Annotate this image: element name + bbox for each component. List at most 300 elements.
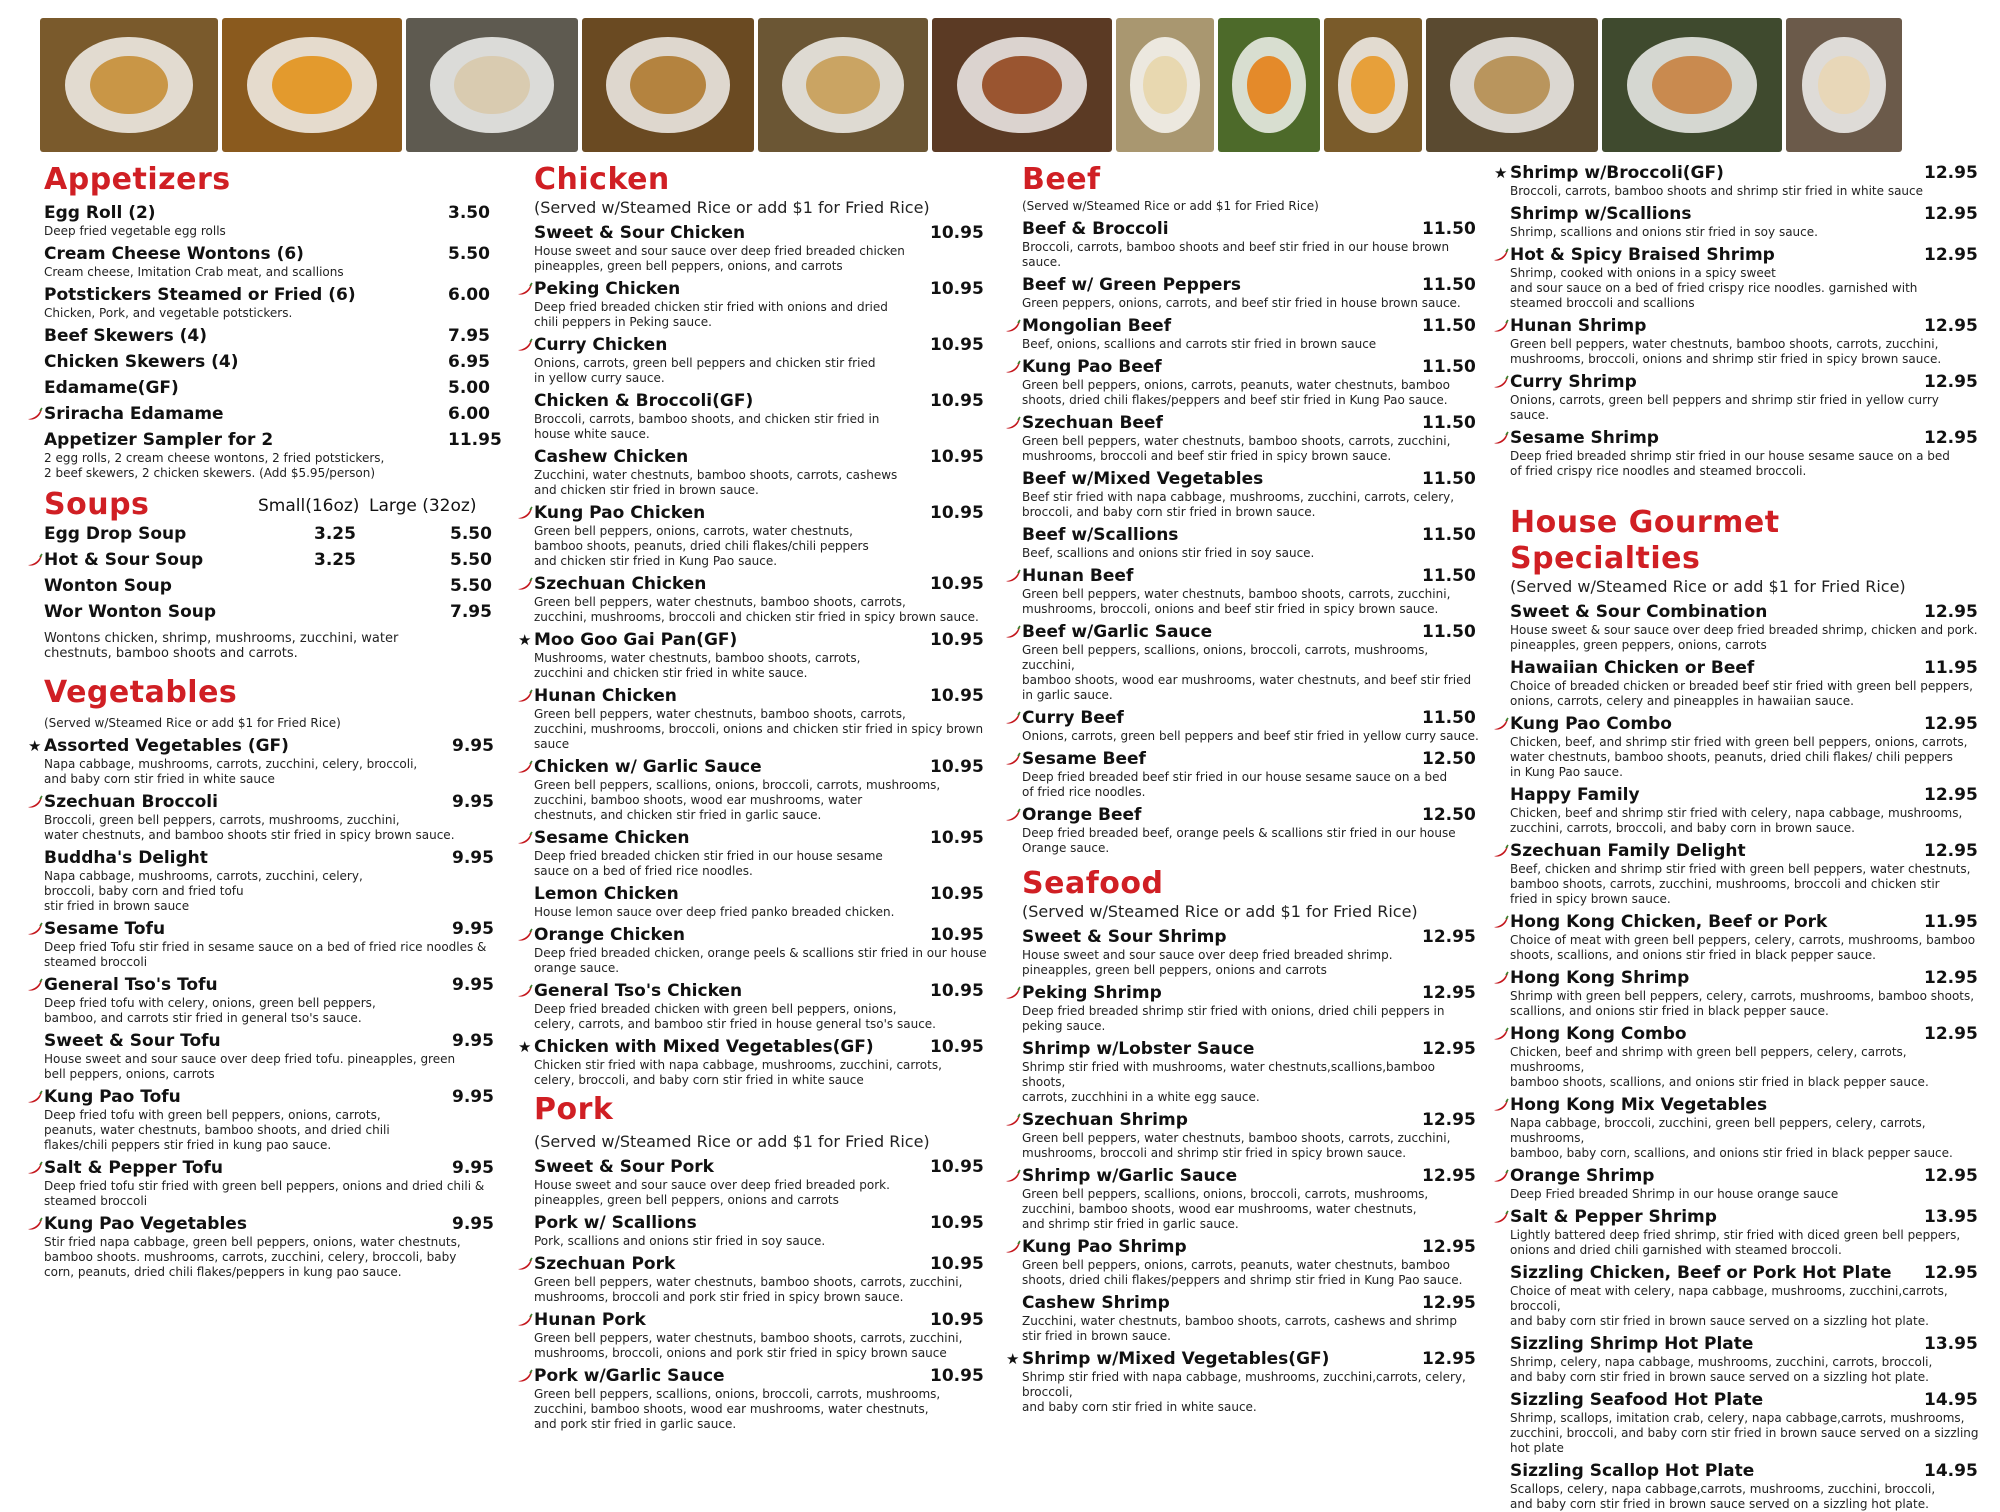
- menu-item-description: Napa cabbage, mushrooms, carrots, zucchini, celery, broccoli, baby corn and fried tofu stir fried in brown sauce: [44, 869, 363, 913]
- menu-item-description: Green bell peppers, water chestnuts, bamboo shoots, carrots, zucchini, mushrooms, broccoli and shrimp stir fried in spicy brown sauce.: [1022, 1131, 1451, 1160]
- menu-item-price: 12.95: [1924, 602, 1978, 622]
- menu-item-name: Szechuan Pork: [534, 1254, 676, 1274]
- menu-item: [1510, 1460, 1980, 1512]
- star-icon: ★: [1006, 1350, 1020, 1368]
- menu-item-row: [534, 278, 994, 300]
- menu-item-price: 11.95: [1924, 658, 1978, 678]
- menu-item: [534, 446, 994, 498]
- menu-item-row: [1022, 524, 1482, 546]
- menu-item-row: [1022, 218, 1482, 240]
- menu-item-price: 11.50: [1422, 413, 1476, 433]
- menu-item-description: Chicken, Pork, and vegetable potstickers.: [44, 306, 293, 320]
- menu-item: [1022, 565, 1482, 617]
- menu-item-row: [44, 325, 504, 347]
- menu-item-row: [1006, 1348, 1482, 1370]
- chili-pepper-icon: [1493, 248, 1509, 262]
- wonton-soup-photo: [406, 18, 578, 152]
- menu-item-price: 12.95: [1924, 316, 1978, 336]
- menu-item-price: 10.95: [930, 391, 984, 411]
- menu-item-price: 12.95: [1924, 428, 1978, 448]
- soups-heading: Soups: [44, 487, 150, 522]
- menu-item-price: 12.95: [1422, 983, 1476, 1003]
- chili-pepper-icon: [27, 922, 43, 936]
- appetizers-heading: Appetizers: [44, 162, 231, 197]
- menu-item-row: [1022, 1292, 1482, 1314]
- chili-pepper-icon: [517, 1257, 533, 1271]
- menu-item-description: Chicken stir fried with napa cabbage, mushrooms, zucchini, carrots, celery, broccoli, and baby corn stir fried in white sauce: [534, 1058, 942, 1087]
- menu-item-name: Mongolian Beef: [1022, 316, 1172, 336]
- menu-item-description: Choice of meat with celery, napa cabbage, mushrooms, zucchini,carrots, broccoli, and baby corn stir fried in brown sauce served on a sizzling hot plate.: [1510, 1284, 1948, 1328]
- menu-item-price: 12.95: [1422, 1166, 1476, 1186]
- menu-item: [44, 1213, 504, 1280]
- menu-item: [1510, 967, 1980, 1019]
- menu-item-row: [1510, 1023, 1980, 1045]
- menu-item-description: Napa cabbage, mushrooms, carrots, zucchini, celery, broccoli, and baby corn stir fried in white sauce: [44, 757, 418, 786]
- menu-item-price: 9.95: [452, 1087, 494, 1107]
- menu-item: [44, 1086, 504, 1153]
- menu-item-price: 10.95: [930, 1037, 984, 1057]
- menu-item-row: [534, 924, 994, 946]
- menu-item-price: 10.95: [930, 1366, 984, 1386]
- menu-item-price: 12.95: [1422, 1110, 1476, 1130]
- menu-item: [1022, 1292, 1482, 1344]
- food-shape: [630, 56, 706, 115]
- menu-item-row: [1510, 371, 1980, 393]
- menu-item: [1022, 468, 1482, 520]
- menu-item-row: [534, 1156, 994, 1178]
- menu-item-name: Chicken & Broccoli(GF): [534, 391, 754, 411]
- menu-item-name: Buddha's Delight: [44, 848, 208, 868]
- menu-item: [44, 1030, 504, 1082]
- chili-pepper-icon: [27, 407, 43, 421]
- column-2: [518, 162, 994, 1432]
- menu-item-name: Hunan Pork: [534, 1310, 646, 1330]
- menu-item: [1510, 840, 1980, 907]
- menu-item-name: Hawaiian Chicken or Beef: [1510, 658, 1755, 678]
- menu-item-price: 9.95: [452, 975, 494, 995]
- chili-pepper-icon: [27, 1090, 43, 1104]
- menu-item-row: [1022, 1038, 1482, 1060]
- menu-item-name: Happy Family: [1510, 785, 1640, 805]
- menu-item-description: Green bell peppers, water chestnuts, bamboo shoots, carrots, zucchini, mushrooms, broccoli, onions and shrimp stir fried in spicy brown sauce.: [1510, 337, 1942, 366]
- menu-item-name: Peking Chicken: [534, 279, 681, 299]
- menu-item-description: House sweet and sour sauce over deep fried breaded shrimp. pineapples, green bell peppers, onions and carrots: [1022, 948, 1393, 977]
- menu-item-description: Shrimp stir fried with napa cabbage, mushrooms, zucchini,carrots, celery, broccoli, and baby corn stir fried in white sauce.: [1022, 1370, 1466, 1414]
- menu-item-description: Deep fried breaded chicken stir fried in our house sesame sauce on a bed of fried rice noodles.: [534, 849, 883, 878]
- menu-item-description: Deep fried breaded shrimp stir fried in our house sesame sauce on a bed of fried crispy rice noodles and steamed broccoli.: [1510, 449, 1950, 478]
- menu-item-name: Szechuan Chicken: [534, 574, 707, 594]
- chili-pepper-icon: [1005, 986, 1021, 1000]
- menu-item-name: Sriracha Edamame: [44, 404, 224, 424]
- star-icon: ★: [518, 631, 532, 649]
- menu-item-description: Green bell peppers, onions, carrots, water chestnuts, bamboo shoots, peanuts, dried chili flakes/chili peppers and chicken stir fried in Kung Pao sauce.: [534, 524, 869, 568]
- menu-item-description: Green bell peppers, water chestnuts, bamboo shoots, carrots, zucchini, mushrooms, broccoli, onions and pork stir fried in spicy brown sauce: [534, 1331, 963, 1360]
- menu-item-row: [1510, 713, 1980, 735]
- soup-large-price: 5.50: [450, 576, 492, 596]
- menu-item-description: House sweet and sour sauce over deep fried tofu. pineapples, green bell peppers, onions, carrots: [44, 1052, 456, 1081]
- menu-item: [1022, 707, 1482, 744]
- menu-item-row: [1510, 1389, 1980, 1411]
- star-icon: ★: [518, 1038, 532, 1056]
- soup-large-price: 5.50: [450, 524, 492, 544]
- house-specialties-heading: House Gourmet Specialties: [1510, 505, 1780, 576]
- vegetables-heading: Vegetables: [44, 675, 238, 710]
- menu-item-row: [1022, 315, 1482, 337]
- menu-item-row: [534, 573, 994, 595]
- menu-item: [44, 847, 504, 914]
- menu-item-description: Green bell peppers, onions, carrots, peanuts, water chestnuts, bamboo shoots, dried chili flakes/peppers and beef stir fried in Kung Pao sauce.: [1022, 378, 1450, 407]
- chili-pepper-icon: [1493, 1027, 1509, 1041]
- soup-name: Hot & Sour Soup: [44, 550, 204, 570]
- chow-mein-photo: [758, 18, 928, 152]
- menu-item-description: Shrimp, scallops, imitation crab, celery, napa cabbage,carrots, mushrooms, zucchini, broccoli, and baby corn stir fried in brown sauce served on a sizzling hot plate: [1510, 1411, 1979, 1455]
- menu-item-row: [534, 1212, 994, 1234]
- menu-item-row: [1510, 315, 1980, 337]
- chili-pepper-icon: [517, 831, 533, 845]
- menu-item-row: [44, 791, 504, 813]
- menu-item-description: Shrimp, cooked with onions in a spicy sweet and sour sauce on a bed of fried crispy rice noodles. garnished with steamed broccoli and scallions: [1510, 266, 1918, 310]
- menu-item: [1510, 427, 1980, 479]
- menu-item-name: Kung Pao Chicken: [534, 503, 706, 523]
- menu-item-price: 9.95: [452, 1031, 494, 1051]
- menu-item: [1510, 1165, 1980, 1202]
- menu-item-row: [1022, 1165, 1482, 1187]
- soup-name: Egg Drop Soup: [44, 524, 187, 544]
- menu-item-description: Green bell peppers, water chestnuts, bamboo shoots, carrots, zucchini, mushrooms, broccoli, onions and beef stir fried in spicy brown sauce.: [1022, 587, 1451, 616]
- menu-item-name: Kung Pao Tofu: [44, 1087, 181, 1107]
- menu-item-price: 10.95: [930, 1310, 984, 1330]
- soups-small-label: Small(16oz): [258, 496, 360, 516]
- pork-note: (Served w/Steamed Rice or add $1 for Fried Rice): [534, 1132, 930, 1151]
- soup-small-price: 3.25: [314, 524, 356, 544]
- soup-large-price: 5.50: [450, 550, 492, 570]
- menu-item-price: 7.95: [448, 326, 490, 346]
- menu-item-row: [44, 429, 504, 451]
- menu-item-description: Green bell peppers, water chestnuts, bamboo shoots, carrots, zucchini, mushrooms, broccoli and beef stir fried in spicy brown sauce.: [1022, 434, 1451, 463]
- chili-pepper-icon: [1493, 1169, 1509, 1183]
- menu-item-name: Sweet & Sour Tofu: [44, 1031, 221, 1051]
- menu-item: [1510, 371, 1980, 423]
- chili-pepper-icon: [27, 1217, 43, 1231]
- column-4: [1494, 158, 1980, 1512]
- menu-item-price: 12.95: [1924, 1024, 1978, 1044]
- menu-item-description: Chicken, beef and shrimp with green bell peppers, celery, carrots, mushrooms, bamboo shoots, scallions, and onions stir fried in black pepper sauce.: [1510, 1045, 1929, 1089]
- menu-item-description: Scallops, celery, napa cabbage,carrots, mushrooms, zucchini, broccoli, and baby corn stir fried in brown sauce served on a sizzling hot plate.: [1510, 1482, 1936, 1511]
- menu-item-row: [534, 980, 994, 1002]
- star-icon: ★: [1494, 164, 1508, 182]
- food-shape: [272, 56, 351, 115]
- chili-pepper-icon: [517, 689, 533, 703]
- menu-item-name: Curry Shrimp: [1510, 372, 1637, 392]
- chili-pepper-icon: [1493, 971, 1509, 985]
- menu-item-name: Orange Chicken: [534, 925, 685, 945]
- menu-item: [1022, 1165, 1482, 1232]
- menu-item-name: Pork w/Garlic Sauce: [534, 1366, 725, 1386]
- sesame-chicken-photo: [1324, 18, 1422, 152]
- menu-item-row: [44, 284, 504, 306]
- menu-item-name: Sweet & Sour Combination: [1510, 602, 1768, 622]
- menu-item-description: Shrimp stir fried with mushrooms, water chestnuts,scallions,bamboo shoots, carrots, zucchhini in a white egg sauce.: [1022, 1060, 1436, 1104]
- menu-item: [1022, 621, 1482, 703]
- seafood-heading: Seafood: [1022, 866, 1164, 901]
- menu-item-description: Shrimp, scallions and onions stir fried in soy sauce.: [1510, 225, 1818, 239]
- menu-item-description: Broccoli, green bell peppers, carrots, mushrooms, zucchini, water chestnuts, and bamboo shoots stir fried in spicy brown sauce.: [44, 813, 455, 842]
- menu-item: [534, 1212, 994, 1249]
- menu-item-price: 10.95: [930, 1157, 984, 1177]
- menu-item-description: House sweet and sour sauce over deep fried breaded pork. pineapples, green bell peppers, onions and carrots: [534, 1178, 890, 1207]
- menu-item-name: Peking Shrimp: [1022, 983, 1162, 1003]
- menu-item-description: Green bell peppers, water chestnuts, bamboo shoots, carrots, zucchini, mushrooms, broccoli, onions and chicken stir fried in spicy brown sauce: [534, 707, 984, 751]
- menu-item-price: 3.50: [448, 203, 490, 223]
- menu-item-row: [534, 222, 994, 244]
- menu-item-description: Beef, chicken and shrimp stir fried with green bell peppers, water chestnuts, bamboo shoots, carrots, zucchini, mushrooms, broccoli and chicken stir fried in spicy brown sauce.: [1510, 862, 1971, 906]
- menu-item-row: [1022, 565, 1482, 587]
- menu-item-price: 14.95: [1924, 1461, 1978, 1481]
- chicken-list: [518, 222, 994, 1088]
- menu-item-name: Sesame Beef: [1022, 749, 1146, 769]
- menu-item: [44, 243, 504, 280]
- menu-item-price: 12.95: [1924, 968, 1978, 988]
- menu-item-price: 10.95: [930, 757, 984, 777]
- menu-item-price: 12.95: [1924, 204, 1978, 224]
- menu-item: [1510, 315, 1980, 367]
- menu-item-price: 10.95: [930, 447, 984, 467]
- menu-item: [1510, 911, 1980, 963]
- menu-item-row: [44, 403, 504, 425]
- menu-item: [534, 334, 994, 386]
- menu-item-description: Beef, onions, scallions and carrots stir fried in brown sauce: [1022, 337, 1377, 351]
- menu-item-name: Hong Kong Combo: [1510, 1024, 1687, 1044]
- menu-item-name: Shrimp w/Garlic Sauce: [1022, 1166, 1238, 1186]
- menu-item-description: Deep fried tofu stir fried with green bell peppers, onions and dried chili & steamed broccoli: [44, 1179, 485, 1208]
- menu-item-name: Beef w/Garlic Sauce: [1022, 622, 1213, 642]
- menu-item-price: 10.95: [930, 574, 984, 594]
- menu-item-price: 9.95: [452, 792, 494, 812]
- menu-item: [534, 685, 994, 752]
- menu-item: [44, 351, 504, 373]
- food-shape: [1818, 56, 1869, 115]
- menu-item: [44, 429, 504, 481]
- menu-item: [534, 278, 994, 330]
- menu-item-name: Cashew Shrimp: [1022, 1293, 1170, 1313]
- menu-item: [44, 918, 504, 970]
- menu-item-price: 5.50: [448, 244, 490, 264]
- sweet-sour-photo: [1116, 18, 1214, 152]
- menu-item: [1510, 1094, 1980, 1161]
- chili-pepper-icon: [517, 1313, 533, 1327]
- menu-item-description: Deep Fried breaded Shrimp in our house orange sauce: [1510, 1187, 1839, 1201]
- soups-large-label: Large (32oz): [369, 496, 477, 516]
- menu-item-price: 11.50: [1422, 525, 1476, 545]
- menu-item: [534, 980, 994, 1032]
- menu-item-description: Broccoli, carrots, bamboo shoots and shrimp stir fried in white sauce: [1510, 184, 1924, 198]
- menu-item-name: Appetizer Sampler for 2: [44, 430, 274, 450]
- menu-item-row: [1510, 1094, 1980, 1116]
- beef-skewers-photo: [932, 18, 1112, 152]
- chili-pepper-icon: [1493, 1210, 1509, 1224]
- menu-item-name: Sizzling Seafood Hot Plate: [1510, 1390, 1764, 1410]
- menu-item-price: 11.50: [1422, 566, 1476, 586]
- menu-item-price: 12.95: [1924, 841, 1978, 861]
- menu-item-row: [1510, 840, 1980, 862]
- menu-item-description: Shrimp, celery, napa cabbage, mushrooms, zucchini, carrots, broccoli, and baby corn stir fried in brown sauce served on a sizzling hot plate.: [1510, 1355, 1933, 1384]
- menu-item-row: [534, 756, 994, 778]
- chili-pepper-icon: [1005, 569, 1021, 583]
- menu-item-description: Green bell peppers, water chestnuts, bamboo shoots, carrots, zucchini, mushrooms, broccoli and chicken stir fried in spicy brown sauce.: [534, 595, 979, 624]
- menu-item-row: [534, 1253, 994, 1275]
- menu-item: [1510, 1023, 1980, 1090]
- menu-item: [1510, 1333, 1980, 1385]
- menu-item-name: Pork w/ Scallions: [534, 1213, 697, 1233]
- menu-item-row: [1022, 621, 1482, 643]
- beef-heading: Beef: [1022, 162, 1101, 197]
- menu-item: [1022, 274, 1482, 311]
- menu-item-description: House sweet & sour sauce over deep fried breaded shrimp, chicken and pork. pineapples, green peppers, onions, carrots: [1510, 623, 1978, 652]
- chicken-note: (Served w/Steamed Rice or add $1 for Fried Rice): [534, 198, 930, 217]
- menu-item-name: Hong Kong Chicken, Beef or Pork: [1510, 912, 1828, 932]
- menu-item-name: Beef w/ Green Peppers: [1022, 275, 1241, 295]
- menu-item-row: [1510, 1460, 1980, 1482]
- pork-heading: Pork: [534, 1092, 614, 1127]
- noodles-photo: [582, 18, 754, 152]
- menu-item-description: Shrimp with green bell peppers, celery, carrots, mushrooms, bamboo shoots, scallions, and onions stir fried in black pepper sauce.: [1510, 989, 1975, 1018]
- menu-item-name: Kung Pao Combo: [1510, 714, 1672, 734]
- menu-item-price: 12.95: [1924, 714, 1978, 734]
- menu-item-name: Hot & Spicy Braised Shrimp: [1510, 245, 1775, 265]
- menu-item-row: [1022, 926, 1482, 948]
- menu-item-description: Zucchini, water chestnuts, bamboo shoots, carrots, cashews and shrimp stir fried in brown sauce.: [1022, 1314, 1457, 1343]
- chili-pepper-icon: [517, 577, 533, 591]
- menu-item-description: Onions, carrots, green bell peppers and beef stir fried in yellow curry sauce.: [1022, 729, 1479, 743]
- menu-item-price: 10.95: [930, 503, 984, 523]
- menu-item-row: [534, 390, 994, 412]
- menu-item-price: 11.95: [448, 430, 502, 450]
- menu-item: [44, 325, 504, 347]
- menu-item-row: [1510, 1206, 1980, 1228]
- chili-pepper-icon: [27, 1161, 43, 1175]
- menu-item-description: Chicken, beef and shrimp stir fried with celery, napa cabbage, mushrooms, zucchini, carrots, broccoli, and baby corn in brown sauce.: [1510, 806, 1963, 835]
- chili-pepper-icon: [517, 506, 533, 520]
- menu-item-name: Shrimp w/Mixed Vegetables(GF): [1022, 1349, 1330, 1369]
- chili-pepper-icon: [1005, 711, 1021, 725]
- dessert-photo: [1786, 18, 1902, 152]
- menu-item-name: Assorted Vegetables (GF): [44, 736, 289, 756]
- chili-pepper-icon: [517, 282, 533, 296]
- menu-item-name: Cream Cheese Wontons (6): [44, 244, 304, 264]
- soup-name: Wonton Soup: [44, 576, 172, 596]
- menu-item-description: Green bell peppers, scallions, onions, broccoli, carrots, mushrooms, zucchini, bamboo shoots, wood ear mushrooms, water chestnuts, and beef stir fried in garlic sauce.: [1022, 643, 1472, 702]
- menu-item-name: Sweet & Sour Pork: [534, 1157, 714, 1177]
- menu-item: [1510, 1389, 1980, 1456]
- menu-item-price: 10.95: [930, 1213, 984, 1233]
- menu-item-name: Edamame(GF): [44, 378, 179, 398]
- menu-item: [1494, 162, 1980, 199]
- menu-item-row: [44, 918, 504, 940]
- menu-item: [1022, 218, 1482, 270]
- menu-item-name: Salt & Pepper Tofu: [44, 1158, 224, 1178]
- menu-item: [518, 1036, 994, 1088]
- menu-item-price: 6.00: [448, 285, 490, 305]
- menu-item-name: Hong Kong Shrimp: [1510, 968, 1690, 988]
- menu-item-price: 12.95: [1924, 1166, 1978, 1186]
- menu-item-row: [1510, 427, 1980, 449]
- menu-item-name: Chicken Skewers (4): [44, 352, 239, 372]
- menu-item-description: Stir fried napa cabbage, green bell peppers, onions, water chestnuts, bamboo shoots. mushrooms, carrots, zucchini, celery, broccoli, baby corn, peanuts, dried chili flakes/peppers in kung pao sauce.: [44, 1235, 461, 1279]
- menu-item-description: 2 egg rolls, 2 cream cheese wontons, 2 fried potstickers, 2 beef skewers, 2 chicken skewers. (Add $5.95/person): [44, 451, 385, 480]
- menu-item-price: 6.95: [448, 352, 490, 372]
- soup-large-price: 7.95: [450, 602, 492, 622]
- menu-item-row: [44, 1213, 504, 1235]
- menu-item: [534, 502, 994, 569]
- menu-item-price: 10.95: [930, 279, 984, 299]
- menu-item: [1510, 1206, 1980, 1258]
- menu-item-price: 10.95: [930, 630, 984, 650]
- chili-pepper-icon: [1493, 915, 1509, 929]
- menu-item: [44, 791, 504, 843]
- menu-item-row: [518, 629, 994, 651]
- menu-item: [534, 1253, 994, 1305]
- menu-item: [1510, 657, 1980, 709]
- menu-item-row: [1510, 203, 1980, 225]
- menu-item: [534, 1309, 994, 1361]
- chili-pepper-icon: [517, 984, 533, 998]
- menu-item-description: Deep fried breaded shrimp stir fried with onions, dried chili peppers in peking sauce.: [1022, 1004, 1445, 1033]
- house-specialties-list: [1510, 601, 1980, 1512]
- menu-item-description: Green bell peppers, scallions, onions, broccoli, carrots, mushrooms, zucchini, bamboo shoots, wood ear mushrooms, water chestnuts, and pork stir fried in garlic sauce.: [534, 1387, 941, 1431]
- soup-row: [44, 573, 504, 599]
- menu-item-price: 12.95: [1924, 785, 1978, 805]
- menu-item-price: 10.95: [930, 335, 984, 355]
- menu-item-price: 11.50: [1422, 622, 1476, 642]
- menu-item-name: Sesame Tofu: [44, 919, 166, 939]
- menu-item-description: Zucchini, water chestnuts, bamboo shoots, carrots, cashews and chicken stir fried in brown sauce.: [534, 468, 898, 497]
- menu-item-description: Napa cabbage, broccoli, zucchini, green bell peppers, celery, carrots, mushrooms, bamboo, baby corn, scallions, and onions stir fried in black pepper sauce.: [1510, 1116, 1953, 1160]
- menu-item: [1022, 982, 1482, 1034]
- chili-pepper-icon: [1005, 808, 1021, 822]
- menu-item-price: 13.95: [1924, 1207, 1978, 1227]
- menu-item-price: 12.95: [1422, 1349, 1476, 1369]
- menu-item: [534, 222, 994, 274]
- menu-item-price: 5.00: [448, 378, 490, 398]
- menu-item-price: 12.95: [1924, 163, 1978, 183]
- orange-shrimp-photo: [1218, 18, 1320, 152]
- chili-pepper-icon: [517, 928, 533, 942]
- chili-pepper-icon: [1005, 1240, 1021, 1254]
- chili-pepper-icon: [1005, 1113, 1021, 1127]
- soup-row: [44, 547, 504, 573]
- menu-item-row: [1510, 911, 1980, 933]
- menu-item-name: Hunan Shrimp: [1510, 316, 1647, 336]
- menu-item-description: House lemon sauce over deep fried panko breaded chicken.: [534, 905, 895, 919]
- chicken-heading: Chicken: [534, 162, 670, 197]
- menu-item: [1022, 748, 1482, 800]
- menu-item: [1022, 1236, 1482, 1288]
- menu-item: [1510, 244, 1980, 311]
- appetizers-list: [44, 202, 504, 481]
- menu-item: [534, 924, 994, 976]
- food-shape: [1652, 56, 1731, 115]
- menu-item: [44, 974, 504, 1026]
- menu-item-price: 9.95: [452, 1158, 494, 1178]
- menu-item-name: General Tso's Chicken: [534, 981, 743, 1001]
- menu-item-name: Hunan Beef: [1022, 566, 1134, 586]
- menu-item: [534, 756, 994, 823]
- menu-item-row: [1022, 804, 1482, 826]
- menu-item-name: Sizzling Scallop Hot Plate: [1510, 1461, 1755, 1481]
- orange-chicken-photo: [222, 18, 402, 152]
- menu-item-row: [518, 1036, 994, 1058]
- menu-item-row: [1510, 657, 1980, 679]
